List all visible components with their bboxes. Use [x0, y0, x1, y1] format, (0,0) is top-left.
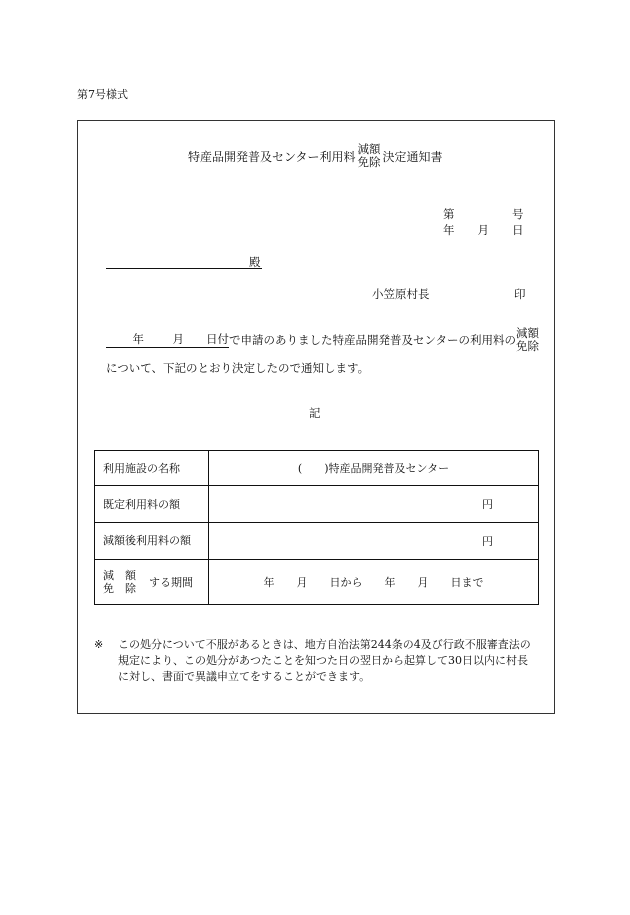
document-title — [188, 143, 443, 169]
standard-fee-label: 既定利用料の額 — [95, 486, 209, 523]
period-option-exemption: 免除 — [103, 582, 147, 595]
body-option-reduction: 減額 — [516, 326, 540, 340]
day-blank: 日付 — [184, 332, 229, 348]
reduced-fee-value: 円 — [209, 523, 539, 560]
body-text-1: で申請のありました特産品開発普及センターの利用料の — [229, 333, 517, 347]
table-row — [95, 523, 539, 560]
facility-name-value: ( )特産品開発普及センター — [209, 451, 539, 486]
reduced-fee-label: 減額後利用料の額 — [95, 523, 209, 560]
facility-name-label: 利用施設の名称 — [95, 451, 209, 486]
period-option-reduction: 減額 — [103, 569, 147, 582]
period-value: 年 月 日から 年 月 日まで — [209, 560, 539, 605]
title-option-exemption: 免除 — [357, 155, 381, 169]
details-table — [94, 450, 539, 605]
title-prefix: 特産品開発普及センター利用料 — [188, 149, 356, 164]
table-row — [95, 486, 539, 523]
notice-mark: ※ — [94, 638, 104, 651]
standard-fee-value: 円 — [209, 486, 539, 523]
title-stacked-options — [358, 143, 381, 169]
year-blank: 年 — [106, 332, 144, 348]
reference-date: 年 月 日 — [443, 223, 524, 237]
body-line-2: について、下記のとおり決定したので通知します。 — [106, 361, 370, 375]
addressee-suffix: 殿 — [249, 255, 261, 269]
body-option-exemption: 免除 — [516, 339, 540, 353]
reference-number: 第 号 — [443, 207, 524, 221]
table-row — [95, 451, 539, 486]
appeal-notice — [94, 637, 534, 685]
month-blank: 月 — [144, 332, 184, 348]
table-row — [95, 560, 539, 605]
form-number: 第7号様式 — [77, 88, 128, 101]
issuer-name: 小笠原村長 — [372, 287, 430, 301]
period-label — [95, 560, 209, 605]
body-stacked-options — [516, 327, 539, 353]
period-stacked-options — [103, 569, 147, 595]
body-line-1 — [106, 327, 539, 353]
period-label-suffix: する期間 — [149, 576, 193, 589]
title-option-reduction: 減額 — [357, 142, 381, 156]
issuer-seal: 印 — [514, 287, 526, 301]
title-suffix: 決定通知書 — [382, 149, 443, 164]
notice-text: この処分について不服があるときは、地方自治法第244条の4及び行政不服審査法の規定により、この処分があつたことを知つた日の翌日から起算して30日以内に村長に対し、書面で異議申立てをすることができます。 — [118, 638, 531, 683]
ki-heading: 記 — [309, 406, 321, 420]
addressee-blank — [106, 268, 262, 269]
